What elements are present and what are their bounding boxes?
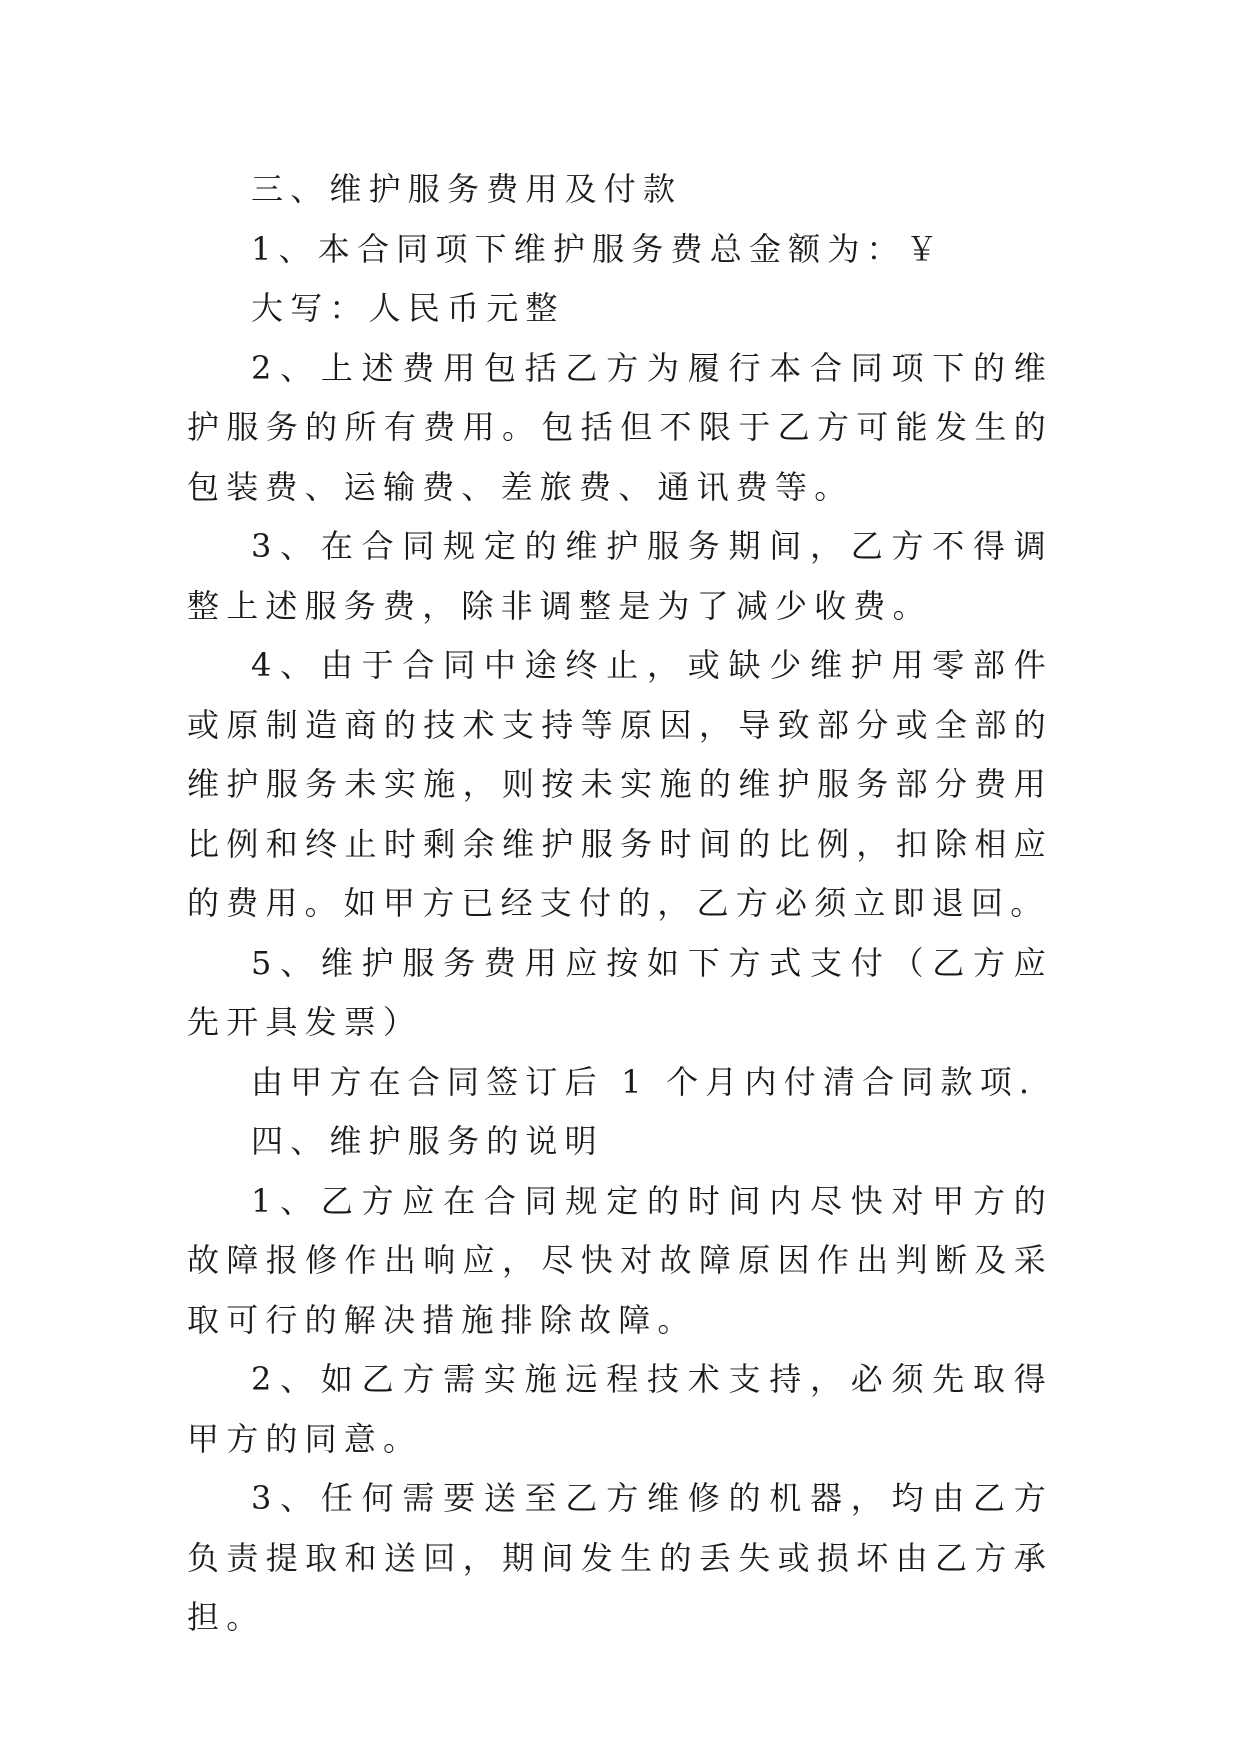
- section-heading-fees: 三、维护服务费用及付款: [251, 170, 683, 208]
- clause-no-adjustment: 3、在合同规定的维护服务期间，乙方不得调整上述服务费，除非调整是为了减少收费。: [187, 527, 1053, 625]
- clause-payment-method: 5、维护服务费用应按如下方式支付（乙方应先开具发票）: [187, 943, 1053, 1041]
- clause-response: 1、乙方应在合同规定的时间内尽快对甲方的故障报修作出响应，尽快对故障原因作出判断及采取可行的解决措施排除故障。: [187, 1181, 1053, 1339]
- clause-pickup-return: 3、任何需要送至乙方维修的机器，均由乙方负责提取和送回，期间发生的丢失或损坏由乙方承担。: [187, 1479, 1053, 1636]
- document-body: [187, 160, 1053, 1648]
- section-heading-service: 四、维护服务的说明: [251, 1122, 604, 1160]
- clause-payment-term: 由甲方在合同签订后 1 个月内付清合同款项.: [251, 1062, 1037, 1101]
- clause-termination-deduction: 4、由于合同中途终止，或缺少维护用零部件或原制造商的技术支持等原因，导致部分或全部的维护服务未实施，则按未实施的维护服务部分费用比例和终止时剩余维护服务时间的比例，扣除相应的费用。如甲方已经支付的，乙方必须立即退回。: [187, 646, 1053, 922]
- clause-total-amount: 1、本合同项下维护服务费总金额为：￥: [251, 229, 945, 268]
- clause-remote-support: 2、如乙方需实施远程技术支持，必须先取得甲方的同意。: [187, 1360, 1053, 1458]
- clause-fee-scope: 2、上述费用包括乙方为履行本合同项下的维护服务的所有费用。包括但不限于乙方可能发生的包装费、运输费、差旅费、通讯费等。: [187, 348, 1053, 506]
- clause-amount-in-words: 大写：人民币元整: [251, 289, 565, 327]
